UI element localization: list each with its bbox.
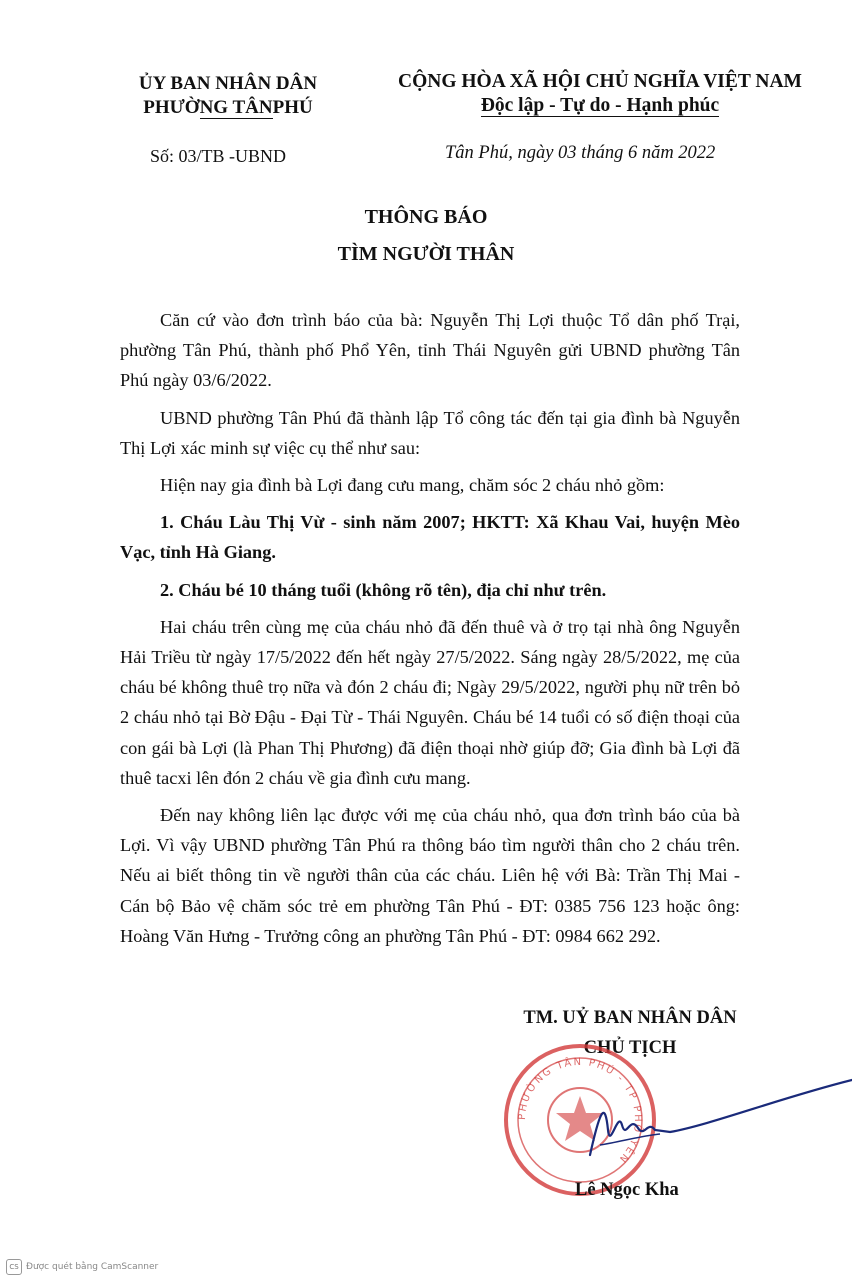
seal-text: PHƯỜNG TÂN PHÚ - TP PHỔ YÊN xyxy=(516,1056,644,1166)
signature-title: TM. UỶ BAN NHÂN DÂN xyxy=(523,1008,737,1028)
national-header xyxy=(370,70,830,118)
signature-position: CHỦ TỊCH xyxy=(583,1038,677,1058)
paragraph-verification: UBND phường Tân Phú đã thành lập Tổ công tác đến tại gia đình bà Nguyễn Thị Lợi xác minh sự việc cụ thể như sau: xyxy=(120,407,740,458)
handwritten-signature-icon xyxy=(560,1070,852,1180)
child-item-2: 2. Cháu bé 10 tháng tuổi (không rõ tên), địa chỉ như trên. xyxy=(160,579,607,600)
issuer-line1: ỦY BAN NHÂN DÂN xyxy=(138,73,318,94)
child-item-1: 1. Cháu Làu Thị Vừ - sinh năm 2007; HKTT: Xã Khau Vai, huyện Mèo Vạc, tỉnh Hà Giang. xyxy=(120,512,740,563)
document-body xyxy=(120,305,740,958)
signer-name: Lê Ngọc Kha xyxy=(575,1180,679,1200)
paragraph-basis: Căn cứ vào đơn trình báo của bà: Nguyễn Thị Lợi thuộc Tổ dân phố Trại, phường Tân Phú, thành phố Phổ Yên, tỉnh Thái Nguyên gửi UBND phường Tân Phú ngày 03/6/2022. xyxy=(120,310,740,391)
scanner-footer xyxy=(6,1259,158,1275)
issuer-line2 xyxy=(108,96,348,120)
document-title: THÔNG BÁO xyxy=(364,206,488,228)
document-number: Số: 03/TB -UBND xyxy=(150,146,287,166)
camscanner-logo-icon: CS xyxy=(6,1259,22,1275)
issuer-line2-part2: NG TÂN xyxy=(199,97,273,118)
issuer-line2-part3: PHÚ xyxy=(272,97,313,118)
national-title: CỘNG HÒA XÃ HỘI CHỦ NGHĨA VIỆT NAM xyxy=(398,71,802,92)
national-motto xyxy=(370,94,830,118)
issuer-block xyxy=(108,72,348,120)
paragraph-children-intro: Hiện nay gia đình bà Lợi đang cưu mang, chăm sóc 2 cháu nhỏ gồm: xyxy=(160,475,665,496)
national-motto-text: Độc lập - Tự do - Hạnh phúc xyxy=(480,95,720,116)
issuer-line2-part1: PHƯỜ xyxy=(143,97,200,118)
document-date: Tân Phú, ngày 03 tháng 6 năm 2022 xyxy=(445,143,716,163)
paragraph-contact: Đến nay không liên lạc được với mẹ của cháu nhỏ, qua đơn trình báo của bà Lợi. Vì vậy UBND phường Tân Phú ra thông báo tìm người thân cho 2 cháu trên. Nếu ai biết thông tin về người thân của các cháu. Liên hệ với Bà: Trần Thị Mai - Cán bộ Bảo vệ chăm sóc trẻ em phường Tân Phú - ĐT: 0385 756 123 hoặc ông: Hoàng Văn Hưng - Trưởng công an phường Tân Phú - ĐT: 0984 662 292. xyxy=(120,805,740,946)
paragraph-events: Hai cháu trên cùng mẹ của cháu nhỏ đã đến thuê và ở trọ tại nhà ông Nguyễn Hải Triều từ ngày 17/5/2022 đến hết ngày 27/5/2022. Sáng ngày 28/5/2022, mẹ của cháu bé không thuê trọ nữa và đón 2 cháu đi; Ngày 29/5/2022, người phụ nữ trên bỏ 2 cháu nhỏ tại Bờ Đậu - Đại Từ - Thái Nguyên. Cháu bé 14 tuổi có số điện thoại của con gái bà Lợi (là Phan Thị Phương) đã điện thoại nhờ giúp đỡ; Gia đình bà Lợi đã thuê tacxi lên đón 2 cháu về gia đình cưu mang. xyxy=(120,616,740,788)
document-subtitle: TÌM NGƯỜI THÂN xyxy=(337,243,515,265)
footer-text: Được quét bằng CamScanner xyxy=(26,1262,159,1272)
